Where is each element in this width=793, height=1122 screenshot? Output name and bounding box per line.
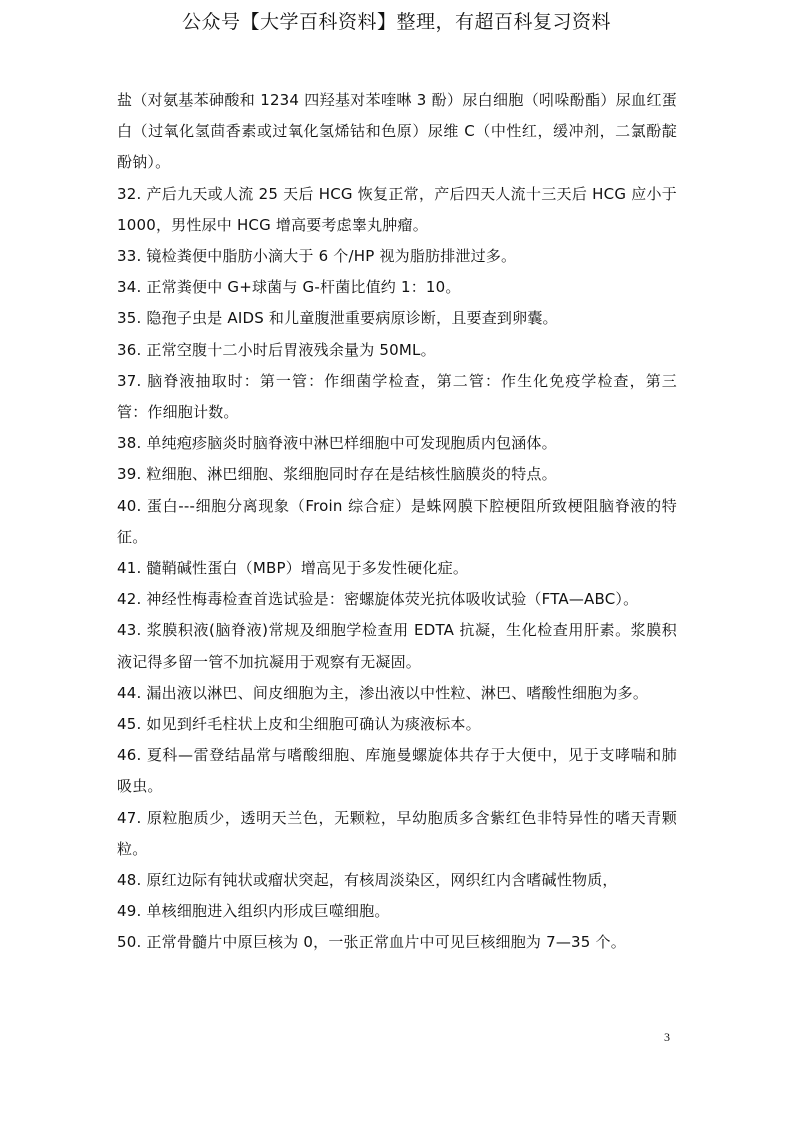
page-header: 公众号【大学百科资料】整理，有超百科复习资料	[181, 11, 611, 33]
paragraph: 47. 原粒胞质少，透明天兰色，无颗粒，早幼胞质多含紫红色非特异性的嗜天青颗粒。	[117, 808, 677, 858]
paragraph: 35. 隐孢子虫是 AIDS 和儿童腹泄重要病原诊断，且要查到卵囊。	[117, 309, 558, 328]
paragraph: 盐（对氨基苯砷酸和 1234 四羟基对苯喹啉 3 酚）尿白细胞（吲哚酚酯）尿血红蛋白（过氧化氢茴香素或过氧化氢烯钴和色原）尿维 C（中性红，缓冲剂，二氯酚靛酚钠）。	[117, 91, 677, 172]
paragraph: 43. 浆膜积液(脑脊液)常规及细胞学检查用 EDTA 抗凝，生化检查用肝素。浆膜积液记得多留一管不加抗凝用于观察有无凝固。	[117, 621, 677, 671]
paragraph: 42. 神经性梅毒检查首选试验是：密螺旋体荧光抗体吸收试验（FTA—ABC）。	[117, 590, 639, 609]
paragraph: 39. 粒细胞、淋巴细胞、浆细胞同时存在是结核性脑膜炎的特点。	[117, 465, 557, 484]
paragraph: 32. 产后九天或人流 25 天后 HCG 恢复正常，产后四天人流十三天后 HCG 应小于 1000，男性尿中 HCG 增高要考虑睾丸肿瘤。	[117, 184, 677, 234]
paragraph: 50. 正常骨髓片中原巨核为 0，一张正常血片中可见巨核细胞为 7—35 个。	[117, 933, 626, 952]
paragraph: 48. 原红边际有钝状或瘤状突起，有核周淡染区，网织红内含嗜碱性物质，	[117, 871, 618, 890]
page-number: 3	[664, 1030, 670, 1044]
paragraph: 41. 髓鞘碱性蛋白（MBP）增高见于多发性硬化症。	[117, 559, 469, 578]
paragraph: 44. 漏出液以淋巴、间皮细胞为主，渗出液以中性粒、淋巴、嗜酸性细胞为多。	[117, 683, 649, 702]
document-body	[117, 85, 677, 959]
paragraph: 36. 正常空腹十二小时后胃液残余量为 50ML。	[117, 340, 436, 359]
paragraph: 33. 镜检粪便中脂肪小滴大于 6 个/HP 视为脂肪排泄过多。	[117, 247, 517, 266]
paragraph: 38. 单纯疱疹脑炎时脑脊液中淋巴样细胞中可发现胞质内包涵体。	[117, 434, 557, 453]
paragraph: 49. 单核细胞进入组织内形成巨噬细胞。	[117, 902, 390, 921]
paragraph: 45. 如见到纤毛柱状上皮和尘细胞可确认为痰液标本。	[117, 715, 481, 734]
paragraph: 34. 正常粪便中 G+球菌与 G-杆菌比值约 1：10。	[117, 278, 461, 297]
paragraph: 37. 脑脊液抽取时：第一管：作细菌学检查，第二管：作生化免疫学检查，第三管：作细胞计数。	[117, 371, 677, 422]
paragraph: 40. 蛋白---细胞分离现象（Froin 综合症）是蛛网膜下腔梗阻所致梗阻脑脊液的特征。	[117, 496, 677, 546]
paragraph: 46. 夏科—雷登结晶常与嗜酸细胞、库施曼螺旋体共存于大便中，见于支哮喘和肺吸虫。	[117, 746, 677, 796]
